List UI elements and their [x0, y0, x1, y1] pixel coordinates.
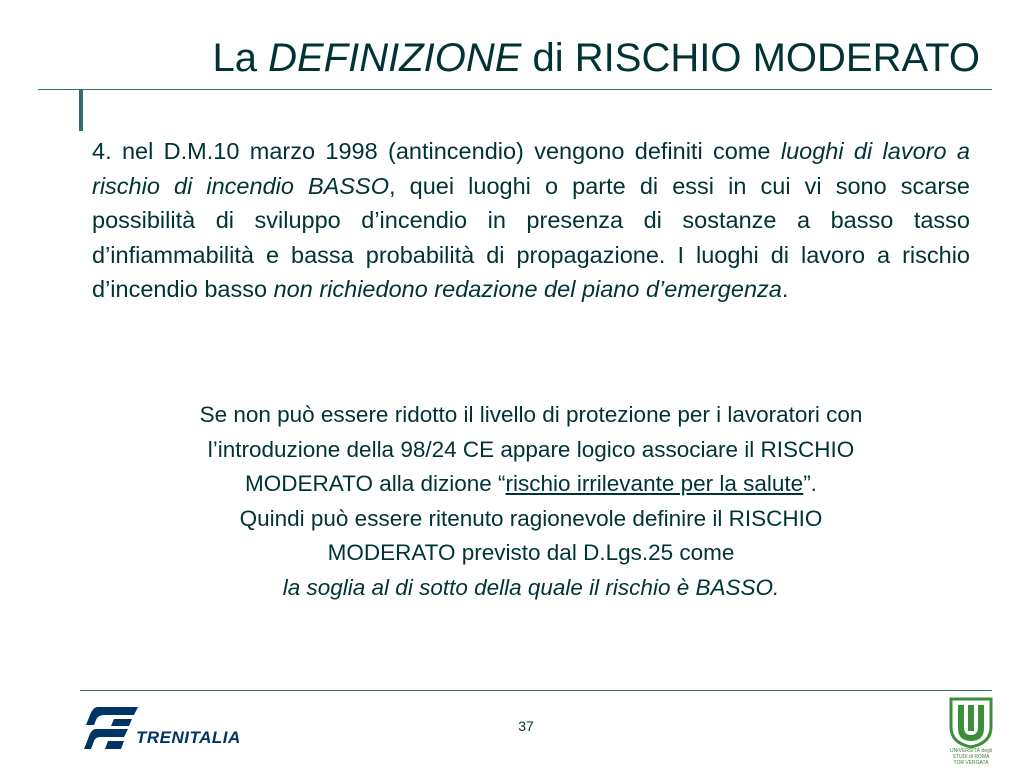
- torvergata-caption: [944, 748, 998, 766]
- p2-line2: l’introduzione della 98/24 CE appare logico associare il RISCHIO: [207, 436, 855, 462]
- p1-s3: , quei luoghi o parte di essi in cui vi sono scarse possibilità di sviluppo d’incendio in presenza di sostanze a basso tasso d’infiammabilità e bassa probabilità di propagazione. I luoghi di lavoro a rischio d’incendio basso: [92, 172, 970, 302]
- p2-line4: Quindi può essere ritenuto ragionevole definire il RISCHIO: [239, 505, 823, 531]
- torvergata-logo: [948, 697, 994, 766]
- title-part1: La: [212, 36, 269, 80]
- p1-s4: non richiedono redazione del piano d’emergenza: [273, 276, 782, 302]
- trenitalia-logo: [84, 703, 254, 751]
- p2-line1: Se non può essere ridotto il livello di protezione per i lavoratori con: [199, 402, 863, 427]
- title-part2: di RISCHIO MODERATO: [521, 36, 980, 80]
- p1-s2: luoghi di lavoro a rischio di incendio BASSO: [92, 138, 970, 199]
- paragraph-dm-1998: [92, 134, 970, 307]
- page-number: 37: [518, 718, 534, 734]
- torvergata-line2: TOR VERGATA: [953, 760, 989, 766]
- p2-line3b: rischio irrilevante per la salute: [505, 471, 804, 497]
- torvergata-line1: UNIVERSITÀ degli STUDI di ROMA: [950, 748, 992, 760]
- slide-title: [80, 34, 980, 82]
- p2-line5: MODERATO previsto dal D.Lgs.25 come: [327, 540, 735, 566]
- paragraph-conclusion: [92, 398, 970, 606]
- trenitalia-wordmark: TRENITALIA: [136, 728, 241, 747]
- top-divider: [38, 89, 992, 90]
- p2-line3c: ”.: [803, 471, 817, 497]
- title-italic: DEFINIZIONE: [268, 36, 522, 80]
- p1-s5: .: [781, 276, 789, 302]
- p2-line3a: MODERATO alla dizione “: [245, 471, 506, 497]
- trenitalia-mark-icon: [84, 703, 140, 751]
- p2-line6: la soglia al di sotto della quale il rischio è BASSO.: [282, 574, 780, 600]
- bottom-divider: [80, 690, 992, 691]
- left-accent-bar: [79, 89, 83, 131]
- university-crest-icon: [948, 697, 994, 749]
- p1-s1: 4. nel D.M.10 marzo 1998 (antincendio) vengono definiti come: [92, 138, 781, 164]
